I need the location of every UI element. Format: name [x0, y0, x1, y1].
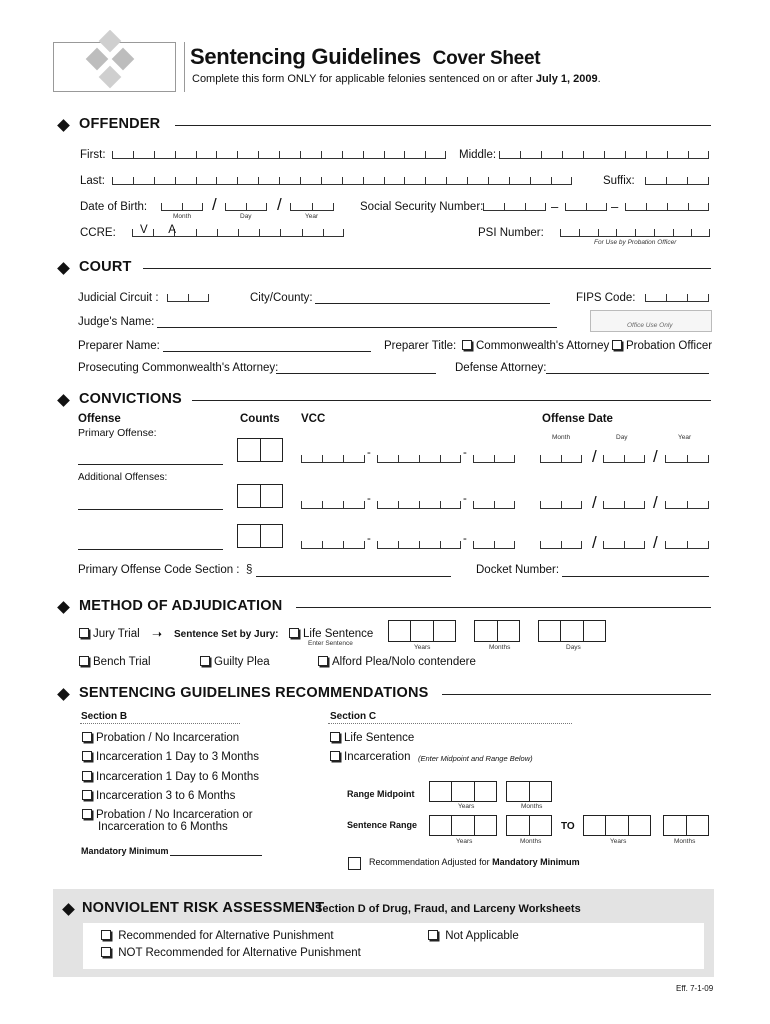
suffix-field[interactable] [645, 176, 709, 185]
vcc-field-primary-a[interactable] [301, 454, 365, 463]
jury-sentence-years[interactable] [388, 620, 456, 642]
section-b-underline [80, 723, 240, 724]
court-heading: COURT [79, 259, 132, 275]
date-year-additional-2[interactable] [665, 540, 709, 549]
option-b-label: Probation / No Incarceration [96, 732, 240, 744]
option-alford-plea[interactable] [318, 656, 476, 668]
life-sentence-label: Life Sentence [303, 628, 374, 640]
nonviolent-heading: NONVIOLENT RISK ASSESSMENT [82, 900, 325, 916]
option-jury-trial[interactable] [79, 628, 140, 640]
section-c-label: Section C [330, 711, 377, 722]
vcc-field-additional-1-a[interactable] [301, 500, 365, 509]
checkbox-icon[interactable] [200, 656, 210, 666]
judge-label: Judge's Name: [78, 316, 155, 328]
middle-label: Middle: [459, 149, 497, 161]
circuit-label: Judicial Circuit : [78, 292, 159, 304]
date-day-caption: Day [616, 434, 628, 441]
years-caption: Years [456, 838, 473, 845]
checkbox-icon[interactable] [330, 732, 340, 742]
logo-diamonds-icon [80, 30, 150, 95]
adjusted-checkbox[interactable] [348, 857, 361, 870]
adjusted-text: Recommendation Adjusted for [369, 857, 490, 867]
vcc-field-additional-2-b[interactable] [377, 540, 461, 549]
counts-field-additional-1[interactable] [237, 484, 283, 508]
months-caption: Months [521, 803, 543, 810]
instruction-text [192, 73, 601, 85]
checkbox-icon[interactable] [79, 628, 89, 638]
not-recommended-label: NOT Recommended for Alternative Punishment [118, 947, 361, 959]
option-b-probation[interactable] [82, 732, 239, 744]
offender-rule [175, 125, 711, 126]
option-po-label: Probation Officer [626, 340, 713, 352]
fips-code-field[interactable] [645, 293, 709, 302]
vcc-dash: - [463, 493, 467, 505]
vcc-dash: - [367, 493, 371, 505]
fips-label: FIPS Code: [576, 292, 636, 304]
code-section-label: Primary Offense Code Section : [78, 564, 240, 576]
option-b-3-6months[interactable] [82, 790, 235, 802]
prosecutor-field[interactable] [276, 373, 436, 374]
vcc-field-additional-2-c[interactable] [473, 540, 515, 549]
adjudication-heading: METHOD OF ADJUDICATION [79, 598, 283, 614]
ssn-part-3[interactable] [625, 202, 709, 211]
option-b-label: Incarceration 3 to 6 Months [96, 790, 236, 802]
date-day-primary[interactable] [603, 454, 645, 463]
date-slash: / [592, 533, 597, 552]
dob-day-field[interactable] [225, 202, 267, 211]
range-low-years[interactable] [429, 815, 497, 836]
dob-day-caption: Day [240, 213, 252, 220]
instruction-end: . [597, 73, 601, 85]
option-recommended-alternative[interactable] [101, 930, 334, 942]
adjudication-bullet-icon [57, 601, 70, 614]
ssn-dash-1: – [551, 199, 559, 214]
convictions-bullet-icon [57, 394, 70, 407]
instruction-main: Complete this form ONLY for applicable felonies sentenced on or after [192, 73, 533, 85]
range-midpoint-label: Range Midpoint [347, 789, 415, 799]
date-slash: / [653, 447, 658, 466]
psi-note: For Use by Probation Officer [594, 239, 677, 246]
col-offense-date: Offense Date [542, 413, 613, 425]
recommendations-heading: SENTENCING GUIDELINES RECOMMENDATIONS [79, 685, 429, 701]
checkbox-icon[interactable] [79, 656, 89, 666]
checkbox-icon[interactable] [82, 771, 92, 781]
arrow-right-icon: ➝ [152, 627, 163, 641]
instruction-date: July 1, 2009 [535, 73, 598, 85]
nonviolent-subheading: Section D of Drug, Fraud, and Larceny Worksheets [315, 903, 581, 915]
dob-month-field[interactable] [161, 202, 203, 211]
vcc-field-additional-2-a[interactable] [301, 540, 365, 549]
years-caption: Years [610, 838, 627, 845]
guilty-plea-label: Guilty Plea [214, 656, 270, 668]
range-high-months[interactable] [663, 815, 709, 836]
option-commonwealth-attorney[interactable] [462, 340, 609, 352]
checkbox-icon[interactable] [289, 628, 299, 638]
date-month-primary[interactable] [540, 454, 582, 463]
last-label: Last: [80, 175, 105, 187]
first-name-field[interactable] [112, 150, 446, 159]
date-month-caption: Month [552, 434, 571, 441]
mandatory-minimum-label: Mandatory Minimum [81, 846, 169, 856]
date-day-additional-2[interactable] [603, 540, 645, 549]
option-c-incarceration[interactable] [330, 751, 410, 763]
preparer-title-label: Preparer Title: [384, 340, 457, 352]
dob-year-field[interactable] [290, 202, 334, 211]
col-counts: Counts [240, 413, 280, 425]
ssn-label: Social Security Number: [360, 201, 484, 213]
checkbox-icon[interactable] [82, 809, 92, 819]
jury-sentence-days[interactable] [538, 620, 606, 642]
days-caption: Days [566, 644, 581, 651]
dob-slash-1: / [212, 195, 217, 214]
offender-heading: OFFENDER [79, 116, 161, 132]
option-b-label-line2: Incarceration to 6 Months [98, 821, 228, 833]
jury-trial-label: Jury Trial [93, 628, 140, 640]
checkbox-icon[interactable] [101, 947, 111, 957]
date-year-caption: Year [678, 434, 692, 441]
option-bench-trial[interactable] [79, 656, 151, 668]
years-caption: Years [414, 644, 431, 651]
date-slash: / [653, 533, 658, 552]
suffix-label: Suffix: [603, 175, 635, 187]
judge-name-field[interactable] [157, 327, 557, 328]
checkbox-icon[interactable] [318, 656, 328, 666]
date-slash: / [653, 493, 658, 512]
checkbox-icon[interactable] [612, 340, 622, 350]
adjusted-label [369, 857, 580, 867]
range-to-label: TO [561, 821, 575, 832]
not-applicable-label: Not Applicable [445, 930, 519, 942]
checkbox-icon[interactable] [462, 340, 472, 350]
option-c-life-sentence[interactable] [330, 732, 414, 744]
range-low-months[interactable] [506, 815, 552, 836]
col-offense: Offense [78, 413, 121, 425]
recommended-label: Recommended for Alternative Punishment [118, 930, 334, 942]
code-section-field[interactable] [256, 576, 451, 577]
court-rule [143, 268, 711, 269]
date-slash: / [592, 493, 597, 512]
vcc-field-primary-c[interactable] [473, 454, 515, 463]
midpoint-years[interactable] [429, 781, 497, 802]
mandatory-minimum-field[interactable] [170, 855, 262, 856]
vcc-dash: - [367, 533, 371, 545]
date-slash: / [592, 447, 597, 466]
date-year-primary[interactable] [665, 454, 709, 463]
vcc-dash: - [367, 447, 371, 459]
vcc-field-additional-1-b[interactable] [377, 500, 461, 509]
last-name-field[interactable] [112, 176, 572, 185]
offender-bullet-icon [57, 119, 70, 132]
set-by-jury-label: Sentence Set by Jury: [174, 629, 279, 640]
ccre-prefix: V A [140, 224, 185, 236]
city-label: City/County: [250, 292, 313, 304]
date-year-additional-1[interactable] [665, 500, 709, 509]
ssn-dash-2: – [611, 199, 619, 214]
option-ca-label: Commonwealth's Attorney [476, 340, 610, 352]
midpoint-months[interactable] [506, 781, 552, 802]
page-title [190, 44, 540, 70]
sentence-range-label: Sentence Range [347, 820, 418, 830]
vcc-field-primary-b[interactable] [377, 454, 461, 463]
option-b-label: Incarceration 1 Day to 6 Months [96, 771, 259, 783]
court-bullet-icon [57, 262, 70, 275]
title-main: Sentencing Guidelines [190, 44, 421, 69]
dob-slash-2: / [277, 195, 282, 214]
date-month-additional-2[interactable] [540, 540, 582, 549]
office-use-caption: Office Use Only [627, 322, 673, 329]
option-life-sentence-jury[interactable] [289, 628, 373, 640]
psi-number-field[interactable] [560, 228, 710, 237]
effective-date: Eff. 7-1-09 [676, 984, 714, 993]
circuit-field[interactable] [167, 293, 209, 302]
option-c-label: Incarceration [344, 751, 411, 763]
preparer-label: Preparer Name: [78, 340, 160, 352]
adjudication-rule [296, 607, 711, 608]
checkbox-icon[interactable] [428, 930, 438, 940]
vcc-dash: - [463, 447, 467, 459]
option-b-label: Incarceration 1 Day to 3 Months [96, 751, 259, 763]
section-c-underline [328, 723, 572, 724]
months-caption: Months [489, 644, 511, 651]
vcc-field-additional-1-c[interactable] [473, 500, 515, 509]
offense-field-primary[interactable] [78, 464, 223, 465]
option-c-label: Life Sentence [344, 732, 415, 744]
dob-label: Date of Birth: [80, 201, 148, 213]
recommendations-bullet-icon [57, 688, 70, 701]
convictions-heading: CONVICTIONS [79, 391, 182, 407]
recommendations-rule [442, 694, 711, 695]
option-not-applicable[interactable] [428, 930, 519, 942]
first-label: First: [80, 149, 106, 161]
checkbox-icon[interactable] [82, 790, 92, 800]
vcc-dash: - [463, 533, 467, 545]
date-month-additional-1[interactable] [540, 500, 582, 509]
psi-label: PSI Number: [478, 227, 544, 239]
col-vcc: VCC [301, 413, 326, 425]
option-not-recommended-alternative[interactable] [101, 947, 361, 959]
docket-label: Docket Number: [476, 564, 560, 576]
option-probation-officer[interactable] [612, 340, 712, 352]
ssn-part-2[interactable] [565, 202, 607, 211]
months-caption: Months [674, 838, 696, 845]
middle-name-field[interactable] [499, 150, 709, 159]
docket-number-field[interactable] [562, 576, 709, 577]
header-divider [184, 42, 186, 92]
checkbox-icon[interactable] [82, 732, 92, 742]
defense-attorney-field[interactable] [546, 373, 709, 374]
convictions-rule [192, 400, 711, 401]
city-county-field[interactable] [315, 303, 550, 304]
option-b-1day-3months[interactable] [82, 751, 259, 763]
years-caption: Years [458, 803, 475, 810]
dob-year-caption: Year [305, 213, 319, 220]
date-day-additional-1[interactable] [603, 500, 645, 509]
midpoint-note: (Enter Midpoint and Range Below) [418, 754, 533, 763]
option-b-label: Probation / No Incarceration or [96, 809, 253, 821]
prosecutor-label: Prosecuting Commonwealth's Attorney: [78, 362, 279, 374]
offense-field-additional-2[interactable] [78, 549, 223, 550]
option-b-1day-6months[interactable] [82, 771, 259, 783]
preparer-name-field[interactable] [163, 351, 371, 352]
months-caption: Months [520, 838, 542, 845]
ssn-part-1[interactable] [483, 202, 546, 211]
option-guilty-plea[interactable] [200, 656, 270, 668]
checkbox-icon[interactable] [82, 751, 92, 761]
range-high-years[interactable] [583, 815, 651, 836]
additional-offenses-label: Additional Offenses: [78, 472, 168, 483]
defense-label: Defense Attorney: [455, 362, 547, 374]
offense-field-additional-1[interactable] [78, 509, 223, 510]
enter-sentence-caption: Enter Sentence [308, 640, 353, 647]
section-symbol: § [246, 564, 253, 576]
primary-offense-label: Primary Offense: [78, 427, 157, 439]
jury-sentence-months[interactable] [474, 620, 520, 642]
adjusted-bold-text: Mandatory Minimum [492, 857, 580, 867]
checkbox-icon[interactable] [330, 751, 340, 761]
dob-month-caption: Month [173, 213, 192, 220]
title-sub: Cover Sheet [432, 48, 541, 69]
bench-trial-label: Bench Trial [93, 656, 151, 668]
counts-field-primary[interactable] [237, 438, 283, 462]
alford-plea-label: Alford Plea/Nolo contendere [332, 656, 476, 668]
counts-field-additional-2[interactable] [237, 524, 283, 548]
section-b-label: Section B [81, 711, 128, 722]
checkbox-icon[interactable] [101, 930, 111, 940]
ccre-label: CCRE: [80, 227, 116, 239]
